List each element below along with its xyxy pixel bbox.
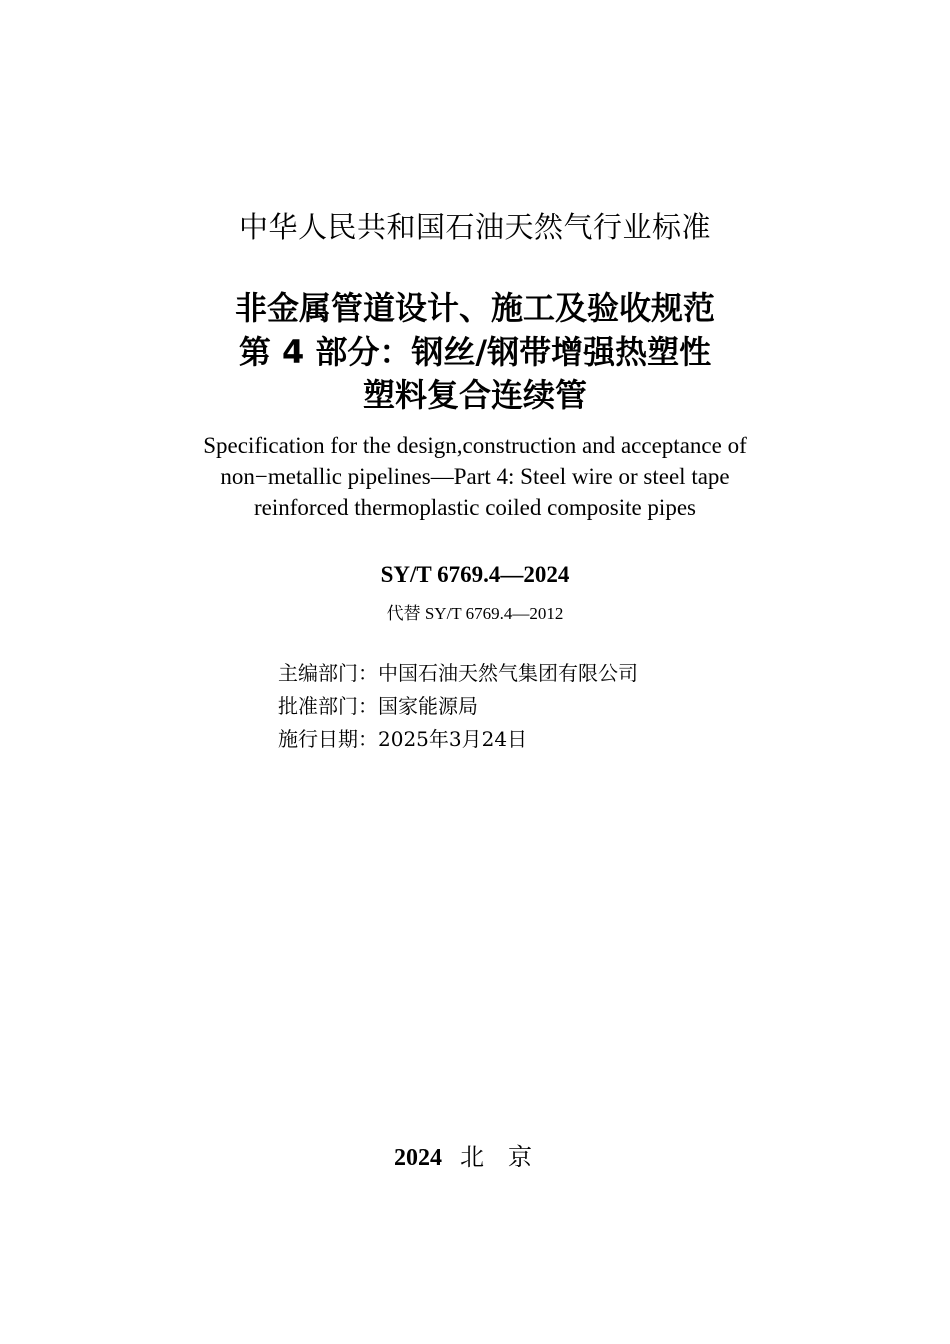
industry-standard-heading: 中华人民共和国石油天然气行业标准 <box>238 210 711 244</box>
replaced-standard: 代替 SY/T 6769.4—2012 <box>386 604 564 623</box>
chinese-title-line-1: 非金属管道设计、施工及验收规范 <box>234 289 715 327</box>
editing-department: 主编部门：中国石油天然气集团有限公司 <box>278 661 638 685</box>
effective-date: 施行日期：2025年3月24日 <box>278 727 528 751</box>
chinese-title-line-3: 塑料复合连续管 <box>362 376 587 414</box>
publication-footer <box>0 1137 950 1172</box>
standard-code: SY/T 6769.4—2024 <box>380 562 570 587</box>
chinese-title-line-2: 第 4 部分：钢丝/钢带增强热塑性 <box>238 333 712 371</box>
approving-department: 批准部门：国家能源局 <box>278 694 478 718</box>
publication-year: 2024 <box>394 1145 442 1171</box>
english-title-line-1: Specification for the design,construction and acceptance of <box>203 433 747 458</box>
english-title-line-3: reinforced thermoplastic coiled composite pipes <box>254 495 696 520</box>
english-title-line-2: non−metallic pipelines—Part 4: Steel wire or steel tape <box>220 464 730 489</box>
publication-city: 北京 <box>460 1143 556 1171</box>
